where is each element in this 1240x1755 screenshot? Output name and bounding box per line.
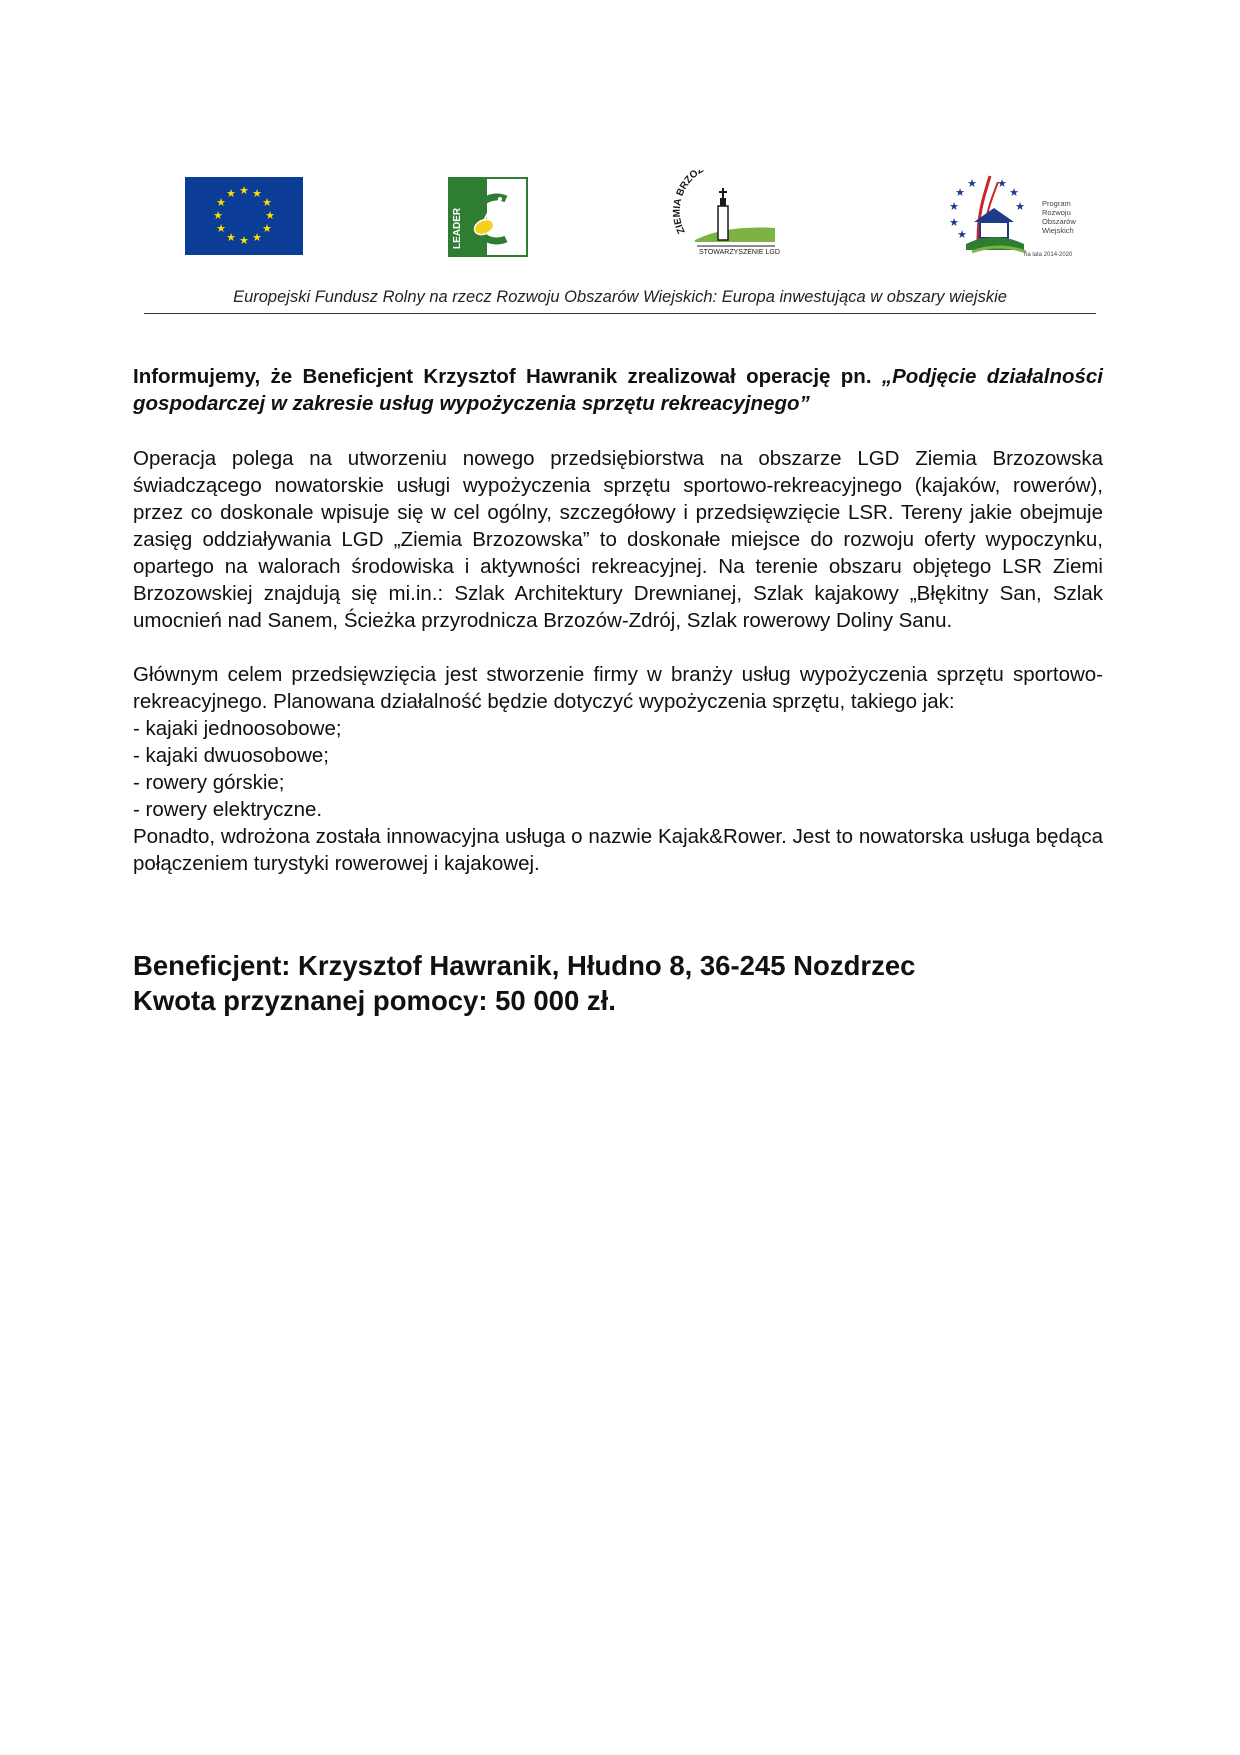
svg-text:★: ★ (226, 187, 236, 200)
summary-block (133, 948, 1103, 1018)
svg-text:★: ★ (239, 234, 249, 247)
innovation-paragraph: Ponadto, wdrożona została innowacyjna usługa o nazwie Kajak&Rower. Jest to nowatorska usługa będąca połączeniem turystyki rowerowej i kajakowej. (133, 825, 1103, 875)
goal-paragraph: Głównym celem przedsięwzięcia jest stworzenie firmy w branży usług wypożyczenia sprzętu sportowo-rekreacyjnego. Planowana działalność będzie dotyczyć wypożyczenia sprzętu, takiego jak: (133, 663, 1103, 713)
goal-section (133, 661, 1103, 877)
list-item: - kajaki dwuosobowe; (133, 744, 329, 767)
prow-logo-icon (942, 170, 1082, 262)
svg-text:★: ★ (1009, 186, 1019, 199)
svg-text:★: ★ (216, 222, 226, 235)
prow-line-4: Wiejskich (1042, 226, 1074, 235)
svg-text:★: ★ (262, 222, 272, 235)
ziemia-logo-top-text: ZIEMIA BRZOZ (671, 170, 706, 236)
svg-text:★: ★ (213, 209, 223, 222)
svg-text:★: ★ (949, 216, 959, 229)
svg-text:★: ★ (967, 177, 977, 190)
prow-years: na lata 2014-2020 (1024, 252, 1073, 258)
lead-paragraph (133, 363, 1103, 417)
svg-text:★: ★ (955, 186, 965, 199)
header-divider (144, 313, 1096, 314)
leader-logo-icon (448, 177, 528, 257)
svg-text:★: ★ (252, 231, 262, 244)
ziemia-logo-bottom-text: STOWARZYSZENIE LGD (699, 249, 780, 256)
lead-intro: Informujemy, że Beneficjent Krzysztof Hawranik zrealizował operację pn. (133, 365, 882, 388)
prow-line-3: Obszarów (1042, 217, 1076, 226)
equipment-list (133, 715, 1103, 823)
svg-text:★: ★ (1015, 200, 1025, 213)
logo-bar (130, 170, 1100, 270)
svg-text:★: ★ (262, 196, 272, 209)
list-item: - rowery górskie; (133, 771, 285, 794)
svg-text:★: ★ (252, 187, 262, 200)
svg-text:★: ★ (226, 231, 236, 244)
svg-text:★: ★ (997, 177, 1007, 190)
eu-flag-icon (185, 177, 303, 255)
ziemia-brzozowska-logo-icon (665, 170, 790, 260)
leader-logo-text: LEADER (452, 207, 463, 249)
beneficiary-line: Beneficjent: Krzysztof Hawranik, Hłudno 8, 36-245 Nozdrzec (133, 950, 916, 981)
svg-text:★: ★ (216, 196, 226, 209)
svg-text:★: ★ (239, 184, 249, 197)
svg-text:★: ★ (265, 209, 275, 222)
prow-line-1: Program (1042, 199, 1071, 208)
operation-description: Operacja polega na utworzeniu nowego przedsiębiorstwa na obszarze LGD Ziemia Brzozowska świadczącego nowatorskie usługi wypożyczenia sprzętu sportowo-rekreacyjnego (kajaków, rowerów), przez co doskonale wpisuje się w cel ogólny, szczegółowy i przedsięwzięcie LSR. Tereny jakie obejmuje zasięg oddziaływania LGD „Ziemia Brzozowska” to doskonałe miejsce do rozwoju oferty wypoczynku, opartego na walorach środowiska i aktywności rekreacyjnej. Na terenie obszaru objętego LSR Ziemi Brzozowskiej znajdują się mi.in.: Szlak Architektury Drewnianej, Szlak kajakowy „Błękitny San, Szlak umocnień nad Sanem, Ścieżka przyrodnicza Brzozów-Zdrój, Szlak rowerowy Doliny Sanu. (133, 447, 1103, 632)
prow-line-2: Rozwoju (1042, 208, 1071, 217)
svg-text:★: ★ (949, 200, 959, 213)
svg-text:ZIEMIA BRZOZOWSKA (672, 170, 744, 235)
operation-title: „Podjęcie działalności gospodarczej w zakresie usług wypożyczenia sprzętu rekreacyjnego” (133, 365, 1103, 415)
list-item: - rowery elektryczne. (133, 798, 323, 821)
list-item: - kajaki jednoosobowe; (133, 717, 342, 740)
program-tagline: Europejski Fundusz Rolny na rzecz Rozwoju Obszarów Wiejskich: Europa inwestująca w obszary wiejskie (233, 288, 1007, 306)
aid-amount-line: Kwota przyznanej pomocy: 50 000 zł. (133, 985, 616, 1016)
svg-text:★: ★ (957, 228, 967, 241)
document-body (133, 363, 1103, 877)
